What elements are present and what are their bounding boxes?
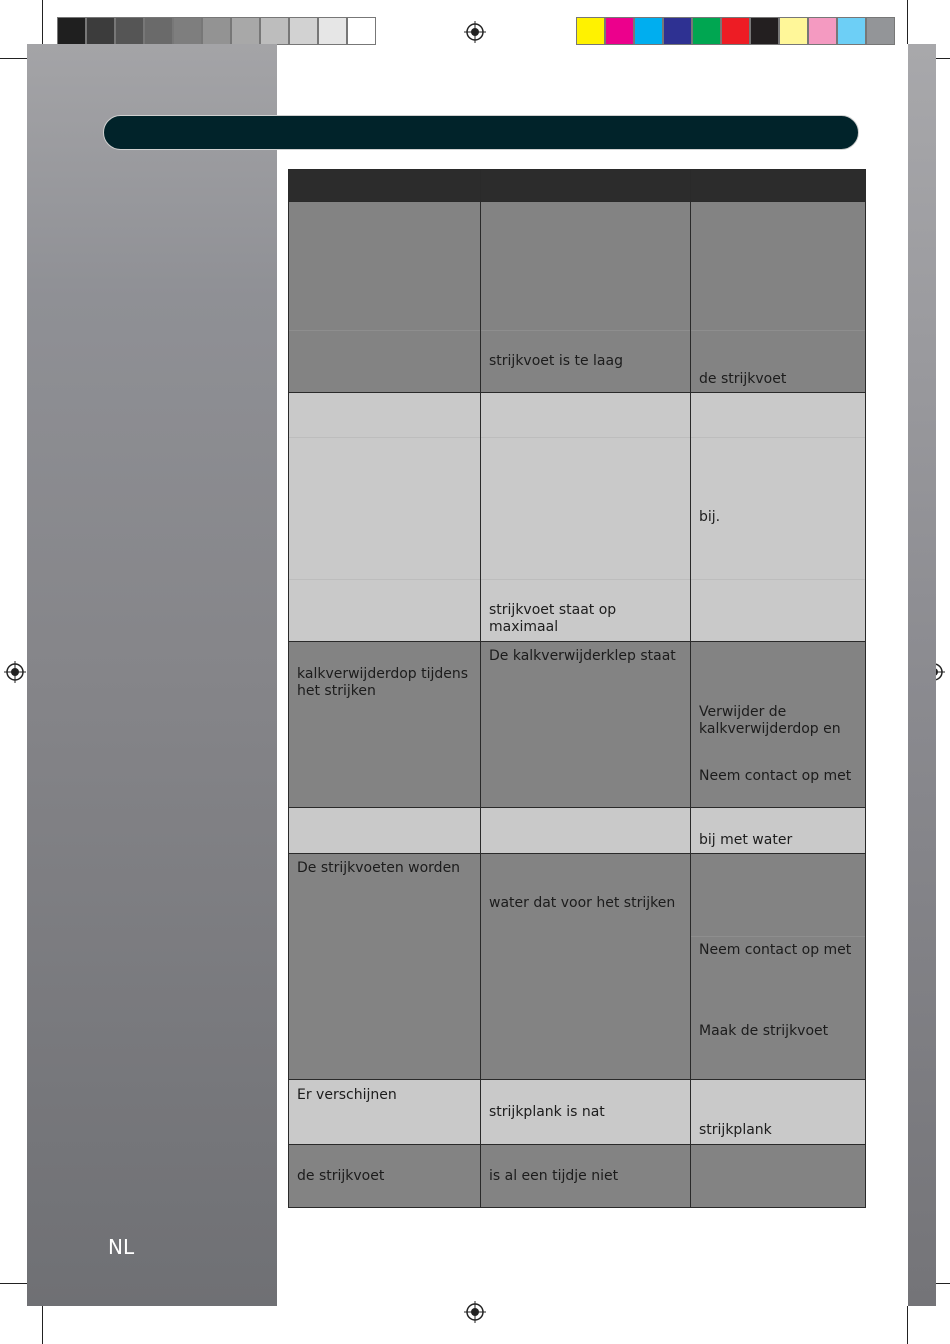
table-cell bbox=[690, 201, 866, 393]
color-swatch bbox=[634, 17, 663, 45]
color-swatch bbox=[808, 17, 837, 45]
cell-text: strijkplank bbox=[699, 1122, 772, 1138]
cell-text: de strijkvoet bbox=[699, 371, 787, 387]
table-cell bbox=[690, 807, 866, 854]
gray-swatch bbox=[144, 17, 173, 45]
gray-swatch bbox=[173, 17, 202, 45]
color-swatch bbox=[837, 17, 866, 45]
table-cell bbox=[690, 392, 866, 642]
cell-text: strijkvoet staat op maximaal bbox=[489, 602, 617, 635]
gray-swatch bbox=[86, 17, 115, 45]
gray-swatch bbox=[347, 17, 376, 45]
table-cell bbox=[480, 641, 691, 808]
crop-mark bbox=[907, 0, 908, 44]
table-cell bbox=[480, 1079, 691, 1145]
table-cell bbox=[480, 392, 691, 642]
crop-mark bbox=[42, 1306, 43, 1344]
registration-mark-icon bbox=[464, 21, 486, 43]
cell-text: bij met water bbox=[699, 832, 793, 848]
table-cell bbox=[288, 1079, 481, 1145]
cell-text: strijkvoet is te laag bbox=[489, 353, 623, 369]
gray-swatch bbox=[231, 17, 260, 45]
table-cell bbox=[690, 1144, 866, 1208]
left-sidebar bbox=[27, 44, 277, 1306]
table-cell bbox=[288, 807, 481, 854]
cell-text: Er verschijnen bbox=[297, 1087, 397, 1103]
cell-text: Maak de strijkvoet bbox=[699, 1023, 829, 1039]
table-cell bbox=[288, 1144, 481, 1208]
cell-text: Verwijder de kalkverwijderdop en bbox=[699, 704, 841, 737]
color-swatch bbox=[605, 17, 634, 45]
gray-swatch bbox=[289, 17, 318, 45]
gray-swatch bbox=[318, 17, 347, 45]
cell-text: strijkplank is nat bbox=[489, 1104, 605, 1120]
table-cell bbox=[288, 853, 481, 1080]
crop-mark bbox=[0, 1283, 27, 1284]
table-cell bbox=[480, 201, 691, 393]
table-header-cell bbox=[690, 169, 866, 202]
gray-swatch bbox=[202, 17, 231, 45]
cell-text: kalkverwijderdop tijdens het strijken bbox=[297, 666, 469, 699]
registration-mark-icon bbox=[464, 1301, 486, 1323]
table-cell bbox=[690, 1079, 866, 1145]
cell-text: de strijkvoet bbox=[297, 1168, 385, 1184]
title-banner bbox=[103, 115, 859, 150]
color-swatch bbox=[721, 17, 750, 45]
color-swatch bbox=[663, 17, 692, 45]
gray-swatch bbox=[57, 17, 86, 45]
crop-mark bbox=[0, 58, 27, 59]
color-swatch bbox=[750, 17, 779, 45]
table-cell bbox=[480, 1144, 691, 1208]
language-label: NL bbox=[108, 1235, 135, 1259]
cell-text: Neem contact op met bbox=[699, 768, 852, 784]
table-cell bbox=[288, 392, 481, 642]
color-swatch bbox=[779, 17, 808, 45]
color-swatch bbox=[576, 17, 605, 45]
table-header-cell bbox=[288, 169, 481, 202]
table-cell bbox=[480, 807, 691, 854]
cell-text: De kalkverwijderklep staat bbox=[489, 648, 676, 664]
registration-mark-icon bbox=[4, 661, 26, 683]
crop-mark bbox=[907, 1306, 908, 1344]
gray-swatch bbox=[115, 17, 144, 45]
table-cell bbox=[690, 641, 866, 808]
cell-text: Neem contact op met bbox=[699, 942, 852, 958]
cell-text: De strijkvoeten worden bbox=[297, 860, 461, 876]
table-header-cell bbox=[480, 169, 691, 202]
gray-swatch bbox=[260, 17, 289, 45]
table-cell bbox=[288, 641, 481, 808]
right-edge-bar bbox=[908, 44, 936, 1306]
color-swatch bbox=[692, 17, 721, 45]
table-cell bbox=[288, 201, 481, 393]
color-swatch bbox=[866, 17, 895, 45]
table-cell bbox=[480, 853, 691, 1080]
crop-mark bbox=[42, 0, 43, 44]
table-cell bbox=[690, 853, 866, 1080]
cell-text: water dat voor het strijken bbox=[489, 895, 676, 911]
cell-text: is al een tijdje niet bbox=[489, 1168, 619, 1184]
cell-text: bij. bbox=[699, 509, 721, 525]
